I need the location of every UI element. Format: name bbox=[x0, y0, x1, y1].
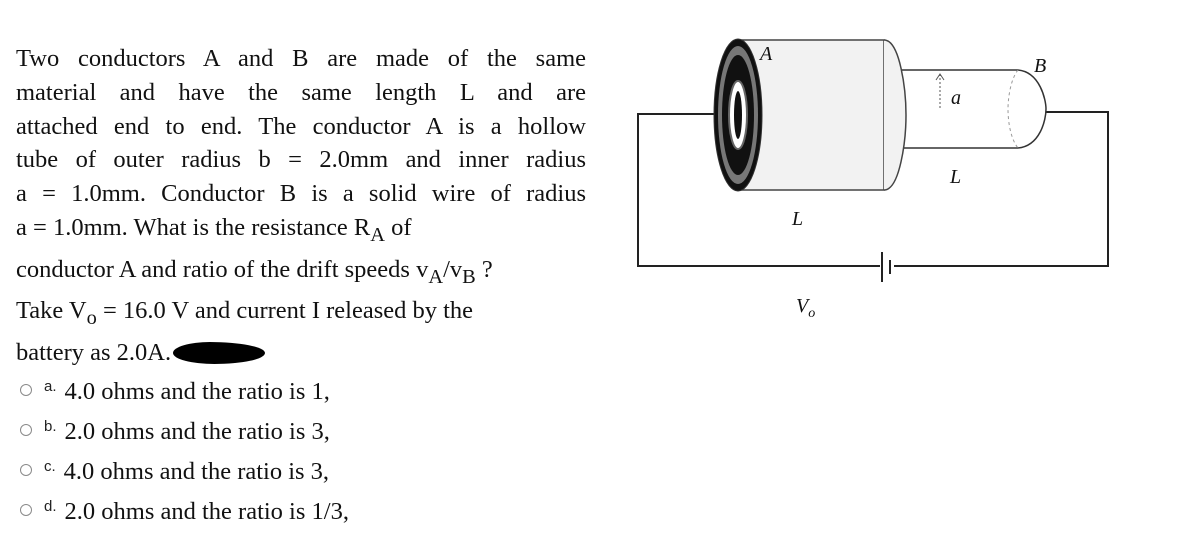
radio-button[interactable] bbox=[20, 504, 32, 516]
radio-button[interactable] bbox=[20, 424, 32, 436]
option-letter: b. bbox=[44, 418, 57, 435]
option-b[interactable] bbox=[20, 418, 349, 458]
option-text: 2.0 ohms and the ratio is 1/3, bbox=[64, 498, 349, 525]
question-line: battery as 2.0A. bbox=[16, 336, 586, 370]
label-length-b: L bbox=[950, 166, 962, 188]
option-c[interactable] bbox=[20, 458, 349, 498]
question-line: Take $V_o = 16.0$ V and current I released by the bbox=[16, 297, 474, 330]
option-text: 4.0 ohms and the ratio is 3, bbox=[63, 458, 330, 485]
redaction-mark bbox=[173, 342, 265, 364]
question-line: a = 1.0mm. Conductor B is a solid wire of radius bbox=[16, 180, 586, 208]
radio-button[interactable] bbox=[20, 384, 32, 396]
option-text: 4.0 ohms and the ratio is 1, bbox=[64, 378, 330, 405]
question-line: tube of outer radius b = 2.0mm and inner radius bbox=[16, 146, 586, 174]
radio-button[interactable] bbox=[20, 464, 32, 476]
question-text bbox=[16, 42, 586, 370]
option-d[interactable] bbox=[20, 498, 349, 538]
option-letter: c. bbox=[44, 458, 56, 475]
question-line: conductor A and ratio of the drift speeds $v_A/v_B$ ? bbox=[16, 255, 493, 288]
label-conductor-b: B bbox=[1034, 55, 1047, 77]
option-text: 2.0 ohms and the ratio is 3, bbox=[64, 418, 330, 445]
answer-options bbox=[20, 378, 349, 538]
circuit-diagram bbox=[600, 30, 1120, 340]
option-letter: a. bbox=[44, 378, 57, 395]
conductor-a bbox=[714, 39, 906, 191]
battery-symbol bbox=[882, 252, 890, 282]
question-line: Two conductors A and B are made of the same bbox=[16, 45, 586, 72]
option-a[interactable] bbox=[20, 378, 349, 418]
label-voltage: $V_o$ bbox=[796, 295, 816, 321]
label-length-a: L bbox=[792, 208, 804, 230]
option-letter: d. bbox=[44, 498, 57, 515]
question-line: material and have the same length L and are bbox=[16, 78, 586, 106]
question-line: a = 1.0mm. What is the resistance $R_A$ of bbox=[16, 213, 412, 246]
question-line: attached end to end. The conductor A is a hollow bbox=[16, 112, 586, 140]
label-conductor-a: A bbox=[760, 43, 773, 65]
label-radius-a: a bbox=[951, 87, 961, 109]
